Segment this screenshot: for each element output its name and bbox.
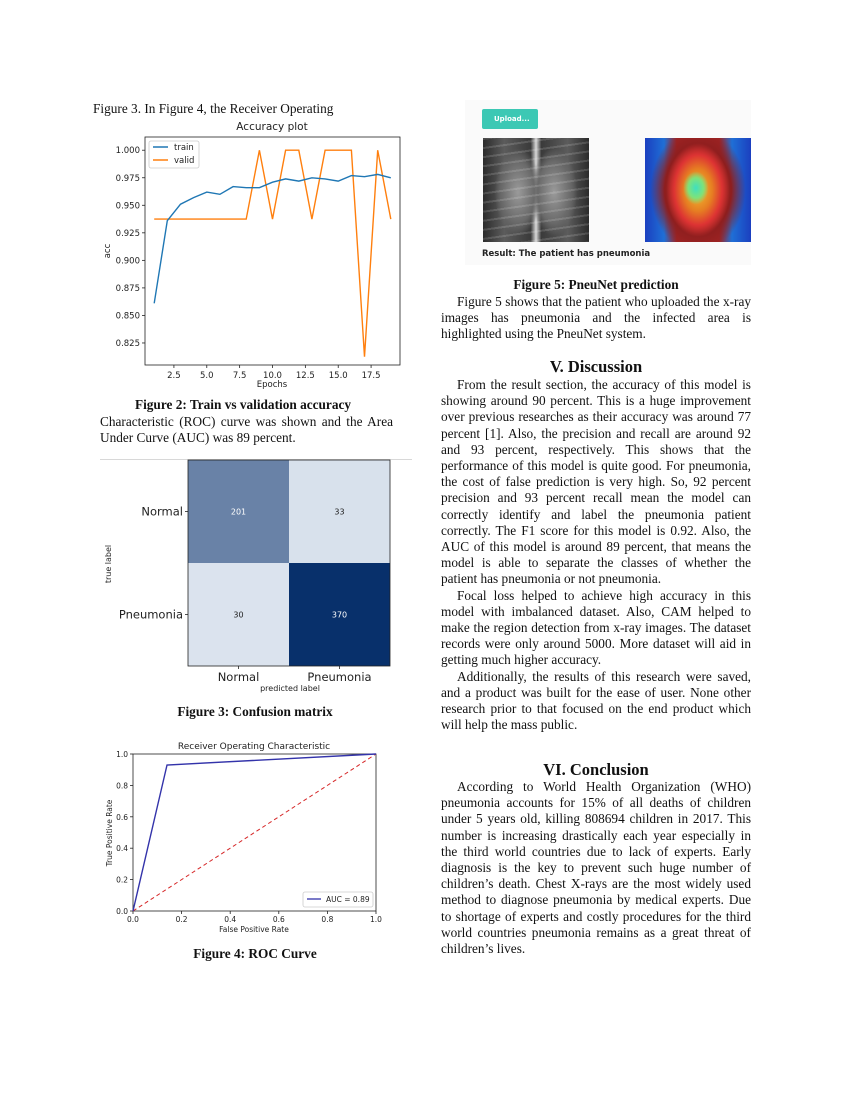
roc-xtick-label: 0.6 [272,915,285,924]
roc-xtick-label: 0.0 [127,915,139,924]
accuracy-xlabel: Epochs [256,380,288,390]
accuracy-axes-frame [145,137,400,365]
acc-ytick-label: 0.825 [115,338,140,349]
cm-cell-value: 30 [233,610,244,620]
cm-cell-value: 201 [230,507,247,517]
acc-xtick-label: 15.0 [328,371,348,381]
cm-cell-value: 370 [331,610,348,620]
accuracy-legend [149,141,199,168]
accuracy-title: Accuracy plot [236,121,308,133]
roc-ytick-label: 0.8 [116,781,128,791]
acc-xtick-label: 7.5 [232,371,247,381]
roc-xtick-label: 1.0 [370,915,382,924]
roc-plot [100,737,400,937]
roc-ytick-label: 0.4 [116,844,128,854]
legend-train-label: train [174,143,194,153]
cam-heatmap-image [645,138,751,242]
fig3-caption: Figure 3: Confusion matrix [177,704,333,719]
acc-xtick-label: 10.0 [263,371,282,381]
upload-button[interactable]: Upload... [482,109,538,129]
fig2-caption: Figure 2: Train vs validation accuracy [134,397,352,412]
legend-valid-label: valid [174,156,195,166]
fig5-caption: Figure 5: PneuNet prediction [513,277,679,292]
acc-series-train [154,174,391,303]
roc-legend [303,892,373,907]
cm-row-label: Normal [141,504,183,519]
roc-ytick-label: 0.2 [116,875,128,885]
acc-xtick-label: 17.5 [361,371,381,381]
roc-paragraph: Characteristic (ROC) curve was shown and the Area Under Curve (AUC) was 89 percent. [100,414,393,446]
acc-xtick-label: 2.5 [167,371,181,381]
conclusion-paragraph: According to World Health Organization (WHO) pneumonia accounts for 15% of all deaths of children under 5 years old, killing 808694 children in 2017. This number is increasing drastically each year especially in the third world countries due to lack of experts. Early diagnosis is the key to prevent such huge number of children’s death. Chest X-rays are the most widely used method to diagnose pneumonia by medical experts. Due to shortage of experts and costly procedures for the third world countries pneumonia remains as a great threat of children’s lives. [441,779,751,957]
result-text: Result: The patient has pneumonia [482,249,651,259]
cm-xlabel: predicted label [260,684,320,693]
roc-chance-line [133,754,376,911]
roc-ytick-label: 1.0 [116,750,128,759]
roc-xtick-label: 0.8 [321,915,334,924]
roc-title: Receiver Operating Characteristic [177,742,331,752]
discussion-paragraph-3: Additionally, the results of this research were saved, and a product was built for the ease of user. None other research prior to that focused on the end product which will help the mass public. [441,668,751,733]
intro-line: Figure 3. In Figure 4, the Receiver Operating [93,101,334,116]
discussion-paragraph-1: From the result section, the accuracy of this model is showing around 90 percent. This is a huge improvement over previous researches as their accuracy was around 77 percent [1]. Also, the precision and recall are around 92 and 93 percent, respectively. This shows that the performance of this model is quite good. For pneumonia, the cost of false prediction is very high. So, 92 percent precision and 93 percent recall mean the model can correctly identify and label the pneumonia patient correctly. The F1 score for this model is 0.92. Also, the AUC of this model is around 89 percent, that means the model is able to separate the classes of whether the patient has pneumonia or not pneumonia. [441,377,751,587]
roc-ytick-label: 0.6 [116,812,128,822]
discussion-heading: V. Discussion [549,357,643,376]
cm-col-label: Normal [217,670,260,684]
discussion-body [441,377,751,733]
cm-col-label: Pneumonia [307,670,372,684]
fig4-caption: Figure 4: ROC Curve [193,946,317,961]
acc-ytick-label: 0.925 [115,228,140,239]
roc-ylabel: True Positive Rate [105,799,114,867]
acc-ytick-label: 0.900 [115,256,140,267]
conclusion-heading: VI. Conclusion [543,760,649,779]
acc-ytick-label: 0.875 [115,283,140,294]
cm-row-label: Pneumonia [118,607,183,622]
fig5-paragraph: Figure 5 shows that the patient who uploaded the x-ray images has pneumonia and the infected area is highlighted using the PneuNet system. [441,294,751,342]
discussion-paragraph-2: Focal loss helped to achieve high accuracy in this model with imbalanced dataset. Also, CAM helped to make the region detection from x-ray images. The dataset records were only around 5000. More dataset will aid in getting much higher accuracy. [441,587,751,668]
xray-image [483,138,589,242]
roc-xtick-label: 0.2 [175,915,188,924]
roc-legend-label: AUC = 0.89 [326,895,370,904]
acc-ytick-label: 0.975 [115,173,140,184]
pneunet-screenshot [465,100,751,265]
acc-series-valid [154,150,391,357]
acc-xtick-label: 12.5 [295,371,315,381]
acc-xtick-label: 5.0 [200,371,214,381]
cm-cell-value: 33 [334,507,345,517]
roc-xtick-label: 0.4 [224,915,237,924]
confusion-matrix [100,458,415,698]
acc-ytick-label: 0.850 [115,311,140,322]
roc-ytick-label: 0.0 [116,907,128,916]
acc-ytick-label: 1.000 [115,146,140,157]
accuracy-ylabel: acc [103,243,113,259]
accuracy-plot [95,117,415,395]
roc-xlabel: False Positive Rate [219,925,289,934]
acc-ytick-label: 0.950 [115,201,140,212]
cm-ylabel: true label [104,544,113,584]
